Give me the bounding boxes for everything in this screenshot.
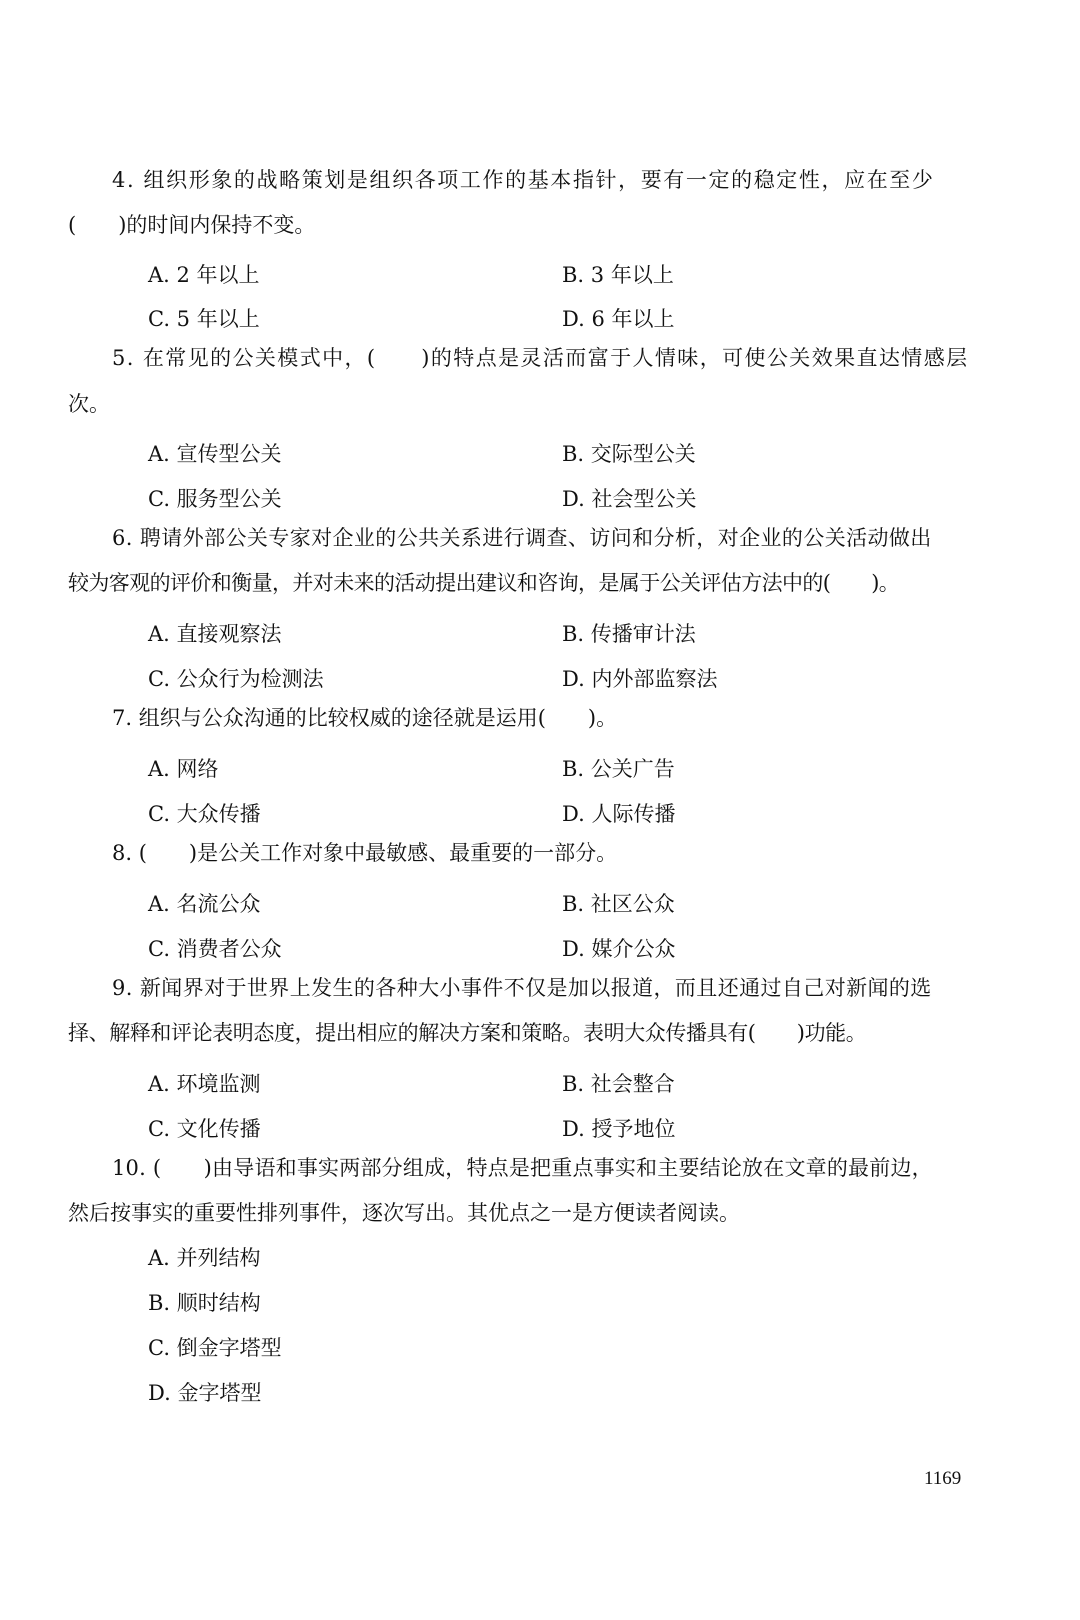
question-4-options-row-1 <box>148 259 948 287</box>
question-5-options-row-2 <box>148 483 948 511</box>
question-8-option-a: A. 名流公众 <box>148 892 261 916</box>
question-10-option-b: B. 顺时结构 <box>148 1291 261 1315</box>
question-7-option-b: B. 公关广告 <box>562 757 675 781</box>
question-10-line-2: 然后按事实的重要性排列事件，逐次写出。其优点之一是方便读者阅读。 <box>68 1201 740 1225</box>
question-6-line-1: 6. 聘请外部公关专家对企业的公共关系进行调查、访问和分析，对企业的公关活动做出 <box>112 526 932 550</box>
question-9-line-1: 9. 新闻界对于世界上发生的各种大小事件不仅是加以报道，而且还通过自己对新闻的选 <box>112 976 932 1000</box>
question-5-options-row-1 <box>148 438 948 466</box>
question-8-options-row-1 <box>148 888 948 916</box>
question-4-option-d: D. 6 年以上 <box>562 307 675 331</box>
question-7-line-1: 7. 组织与公众沟通的比较权威的途径就是运用( )。 <box>112 706 618 730</box>
question-6-options-row-1 <box>148 618 948 646</box>
question-6-option-a: A. 直接观察法 <box>148 622 282 646</box>
question-6-line-2: 较为客观的评价和衡量，并对未来的活动提出建议和咨询，是属于公关评估方法中的( )。 <box>68 571 900 595</box>
question-4-option-c: C. 5 年以上 <box>148 307 260 331</box>
question-10-option-d: D. 金字塔型 <box>148 1381 262 1405</box>
question-10-line-1: 10. ( )由导语和事实两部分组成，特点是把重点事实和主要结论放在文章的最前边， <box>112 1156 933 1180</box>
question-9-options-row-1 <box>148 1068 948 1096</box>
question-8-option-d: D. 媒介公众 <box>562 937 676 961</box>
question-5-line-2: 次。 <box>68 392 110 416</box>
question-8-line-1: 8. ( )是公关工作对象中最敏感、最重要的一部分。 <box>112 841 618 865</box>
question-5-option-b: B. 交际型公关 <box>562 442 696 466</box>
question-8-option-c: C. 消费者公众 <box>148 937 282 961</box>
question-8-options-row-2 <box>148 933 948 961</box>
page-number: 1169 <box>924 1468 962 1489</box>
question-7-options-row-2 <box>148 798 948 826</box>
question-5-option-c: C. 服务型公关 <box>148 487 282 511</box>
question-9-option-a: A. 环境监测 <box>148 1072 261 1096</box>
question-6-option-d: D. 内外部监察法 <box>562 667 718 691</box>
question-4-option-b: B. 3 年以上 <box>562 263 674 287</box>
question-7-options-row-1 <box>148 753 948 781</box>
question-9-option-b: B. 社会整合 <box>562 1072 675 1096</box>
question-5-option-a: A. 宣传型公关 <box>148 442 282 466</box>
question-4-option-a: A. 2 年以上 <box>148 263 260 287</box>
question-4-options-row-2 <box>148 303 948 331</box>
question-6-option-b: B. 传播审计法 <box>562 622 696 646</box>
question-6-options-row-2 <box>148 663 948 691</box>
question-10-option-a: A. 并列结构 <box>148 1246 261 1270</box>
question-9-options-row-2 <box>148 1113 948 1141</box>
question-6-option-c: C. 公众行为检测法 <box>148 667 324 691</box>
question-5-option-d: D. 社会型公关 <box>562 487 697 511</box>
question-7-option-d: D. 人际传播 <box>562 802 676 826</box>
question-9-line-2: 择、解释和评论表明态度，提出相应的解决方案和策略。表明大众传播具有( )功能。 <box>68 1021 867 1045</box>
question-8-option-b: B. 社区公众 <box>562 892 675 916</box>
question-10-option-c: C. 倒金字塔型 <box>148 1336 282 1360</box>
question-9-option-d: D. 授予地位 <box>562 1117 676 1141</box>
question-5-line-1: 5. 在常见的公关模式中，( )的特点是灵活而富于人情味，可使公关效果直达情感层 <box>112 346 969 370</box>
question-4-line-2: ( )的时间内保持不变。 <box>68 213 316 237</box>
question-4-line-1: 4. 组织形象的战略策划是组织各项工作的基本指针，要有一定的稳定性，应在至少 <box>112 168 935 192</box>
question-9-option-c: C. 文化传播 <box>148 1117 261 1141</box>
question-7-option-a: A. 网络 <box>148 757 219 781</box>
question-7-option-c: C. 大众传播 <box>148 802 261 826</box>
